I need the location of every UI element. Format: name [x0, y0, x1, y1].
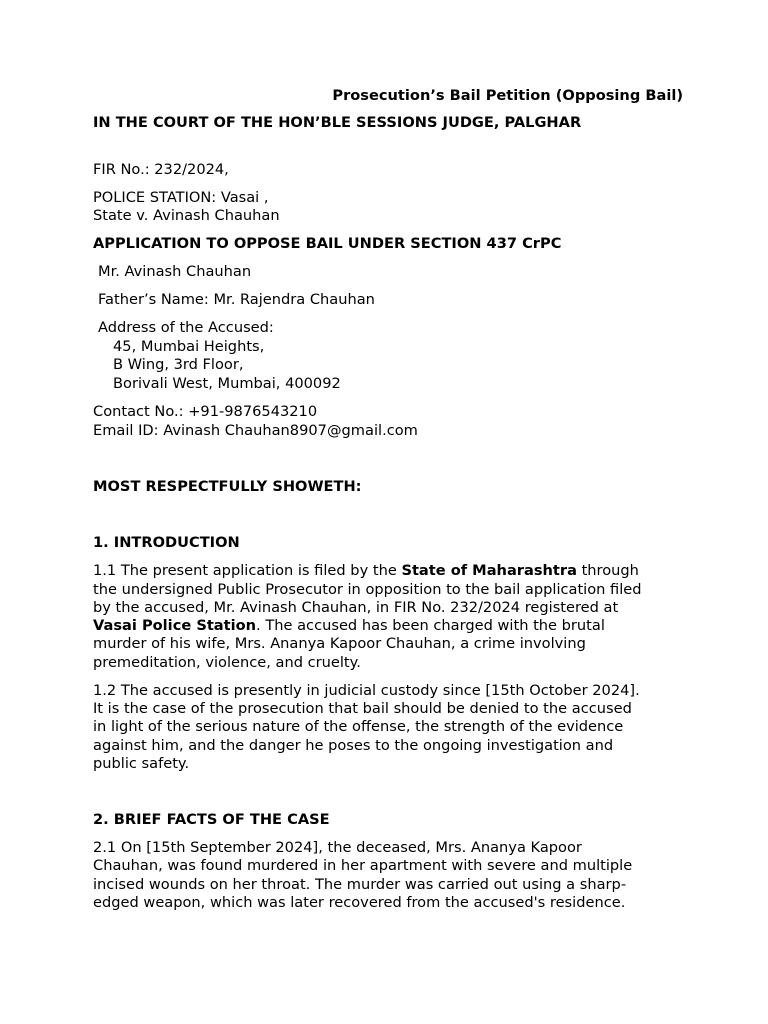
paragraph-1-1-line: premeditation, violence, and cruelty. [93, 654, 361, 671]
email-id: Email ID: Avinash Chauhan8907@gmail.com [93, 422, 418, 439]
petition-heading: Prosecution’s Bail Petition (Opposing Bail) [332, 87, 683, 104]
fir-number: FIR No.: 232/2024, [93, 161, 229, 178]
paragraph-1-1-line: 1.1 The present application is filed by the State of Maharashtra through [93, 562, 639, 579]
paragraph-1-1-line: Vasai Police Station. The accused has been charged with the brutal [93, 617, 605, 634]
application-title: APPLICATION TO OPPOSE BAIL UNDER SECTION 437 CrPC [93, 235, 562, 252]
address-line: 45, Mumbai Heights, [113, 338, 265, 355]
address-label: Address of the Accused: [98, 319, 274, 336]
paragraph-2-1-line: edged weapon, which was later recovered from the accused's residence. [93, 894, 626, 911]
showeth-heading: MOST RESPECTFULLY SHOWETH: [93, 478, 362, 495]
paragraph-1-2-line: against him, and the danger he poses to the ongoing investigation and [93, 737, 614, 754]
address-line: Borivali West, Mumbai, 400092 [113, 375, 341, 392]
paragraph-1-2-line: in light of the serious nature of the offense, the strength of the evidence [93, 718, 624, 735]
accused-name: Mr. Avinash Chauhan [98, 263, 252, 280]
paragraph-2-1-line: incised wounds on her throat. The murder was carried out using a sharp- [93, 876, 627, 893]
section-2-title: 2. BRIEF FACTS OF THE CASE [93, 811, 330, 828]
father-name: Father’s Name: Mr. Rajendra Chauhan [98, 291, 375, 308]
address-line: B Wing, 3rd Floor, [113, 356, 244, 373]
court-title: IN THE COURT OF THE HON’BLE SESSIONS JUDGE, PALGHAR [93, 114, 582, 131]
paragraph-1-1-line: murder of his wife, Mrs. Ananya Kapoor Chauhan, a crime involving [93, 635, 586, 652]
case-title: State v. Avinash Chauhan [93, 207, 280, 224]
police-station-name: Vasai Police Station [93, 617, 257, 634]
contact-number: Contact No.: +91-9876543210 [93, 403, 318, 420]
paragraph-2-1-line: Chauhan, was found murdered in her apartment with severe and multiple [93, 857, 633, 874]
police-station: POLICE STATION: Vasai , [93, 189, 269, 206]
section-1-title: 1. INTRODUCTION [93, 534, 240, 551]
paragraph-1-2-line: 1.2 The accused is presently in judicial custody since [15th October 2024]. [93, 682, 640, 699]
paragraph-1-2-line: It is the case of the prosecution that bail should be denied to the accused [93, 700, 632, 717]
paragraph-2-1-line: 2.1 On [15th September 2024], the deceased, Mrs. Ananya Kapoor [93, 839, 582, 856]
paragraph-1-1-line: the undersigned Public Prosecutor in opposition to the bail application filed [93, 581, 642, 598]
paragraph-1-2-line: public safety. [93, 755, 190, 772]
state-name: State of Maharashtra [401, 562, 577, 579]
paragraph-1-1-line: by the accused, Mr. Avinash Chauhan, in FIR No. 232/2024 registered at [93, 599, 619, 616]
